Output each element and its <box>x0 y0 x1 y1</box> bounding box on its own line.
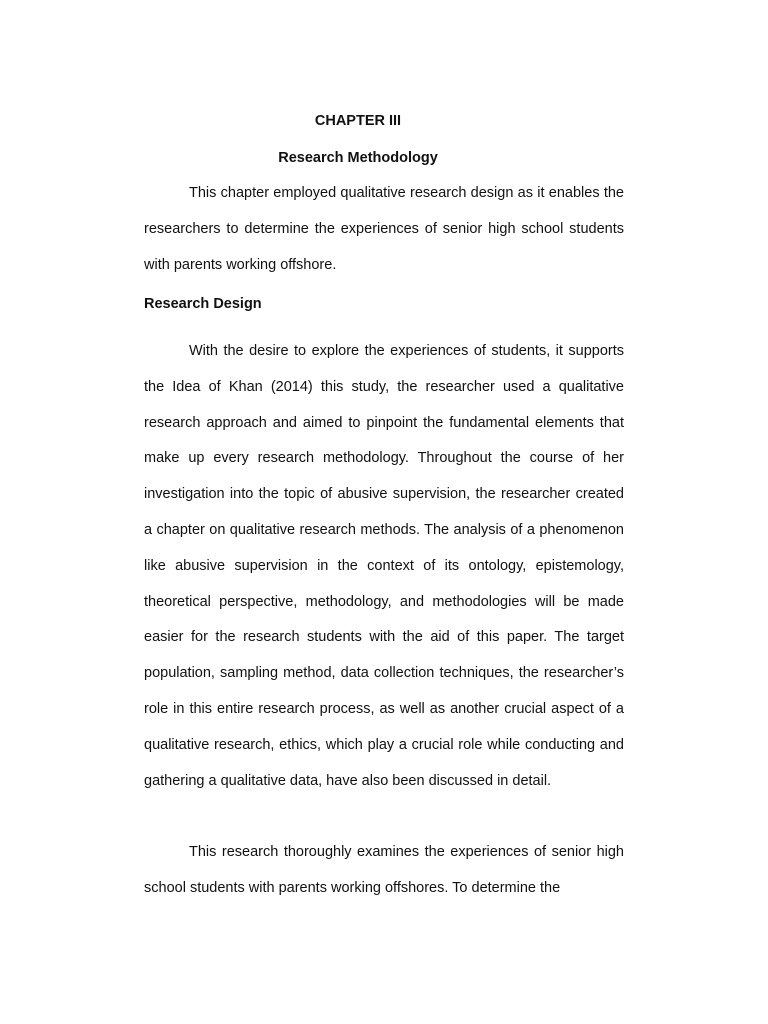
section-heading: Research Methodology <box>278 150 438 166</box>
research-design-paragraph: With the desire to explore the experiences of students, it supports the Idea of Khan (2014) this study, the researcher used a qualitative research approach and aimed to pinpoint the fundamental elements that make up every research methodology. Throughout the course of her investigation into the topic of abusive supervision, the researcher created a chapter on qualitative research methods. The analysis of a phenomenon like abusive supervision in the context of its ontology, epistemology, theoretical perspective, methodology, and methodologies will be made easier for the research students with the aid of this paper. The target population, sampling method, data collection techniques, the researcher’s role in this entire research process, as well as another crucial aspect of a qualitative research, ethics, which play a crucial role while conducting and gathering a qualitative data, have also been discussed in detail. <box>144 343 624 789</box>
final-paragraph: This research thoroughly examines the experiences of senior high school students with parents working offshores. To determine the <box>144 844 624 896</box>
subsection-heading: Research Design <box>144 296 262 312</box>
chapter-heading: CHAPTER III <box>314 113 402 129</box>
intro-paragraph: This chapter employed qualitative research design as it enables the researchers to determine the experiences of senior high school students with parents working offshore. <box>144 185 624 273</box>
